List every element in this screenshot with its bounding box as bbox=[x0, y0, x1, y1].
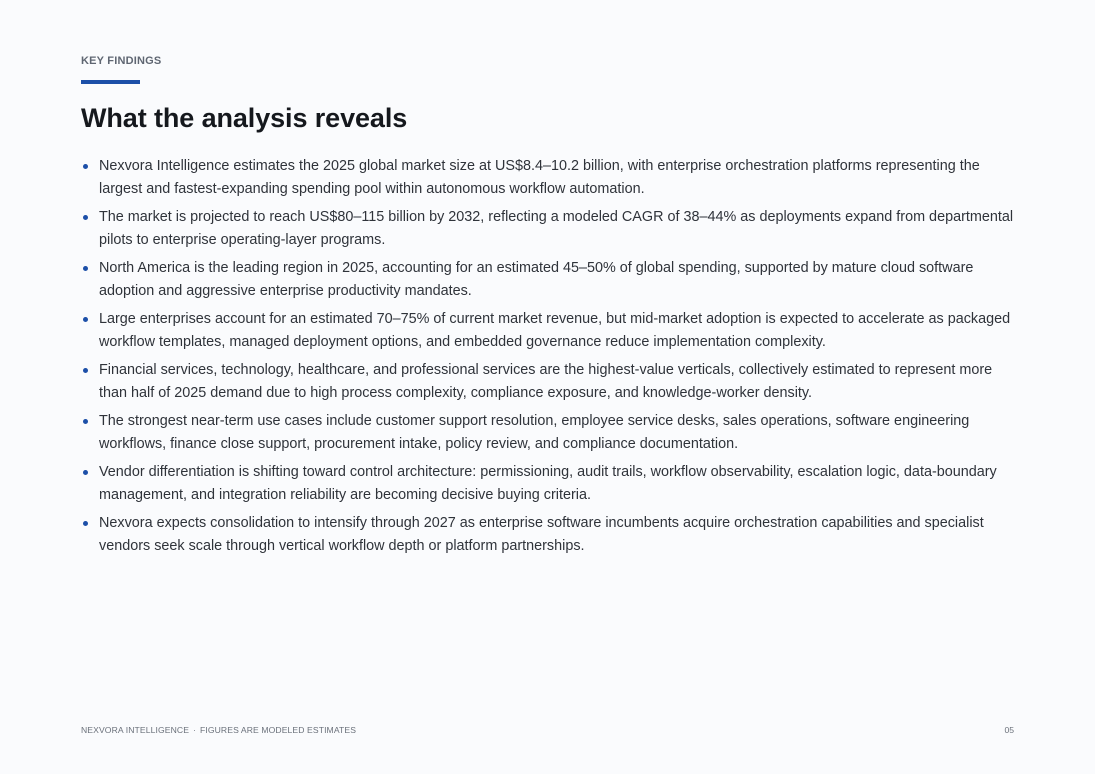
bullet-icon bbox=[83, 521, 88, 526]
finding-item bbox=[81, 410, 1016, 455]
finding-item bbox=[81, 359, 1016, 404]
bullet-icon bbox=[83, 215, 88, 220]
finding-text: The market is projected to reach US$80–115 billion by 2032, reflecting a modeled CAGR of 38–44% as deployments expand from departmental pilots to enterprise operating-layer programs. bbox=[99, 209, 1014, 248]
bullet-icon bbox=[83, 470, 88, 475]
finding-text: Nexvora expects consolidation to intensify through 2027 as enterprise software incumbents acquire orchestration capabilities and specialist vendors seek scale through vertical workflow depth or platform partnerships. bbox=[99, 515, 984, 554]
finding-item bbox=[81, 512, 1016, 557]
bullet-icon bbox=[83, 368, 88, 373]
finding-text: North America is the leading region in 2025, accounting for an estimated 45–50% of global spending, supported by mature cloud software adoption and aggressive enterprise productivity mandates. bbox=[99, 260, 974, 299]
finding-item bbox=[81, 461, 1016, 506]
accent-bar bbox=[81, 80, 140, 84]
finding-item bbox=[81, 308, 1016, 353]
footer-disclaimer: FIGURES ARE MODELED ESTIMATES bbox=[200, 725, 357, 735]
footer-note bbox=[81, 725, 356, 735]
finding-text: Nexvora Intelligence estimates the 2025 global market size at US$8.4–10.2 billion, with enterprise orchestration platforms representing the largest and fastest-expanding spending pool within autonomous workflow automation. bbox=[99, 158, 980, 197]
section-eyebrow: KEY FINDINGS bbox=[81, 55, 162, 67]
page-number: 05 bbox=[1004, 725, 1014, 735]
findings-list bbox=[81, 155, 1016, 563]
bullet-icon bbox=[83, 164, 88, 169]
footer-brand: NEXVORA INTELLIGENCE bbox=[81, 725, 190, 735]
finding-text: Vendor differentiation is shifting toward control architecture: permissioning, audit trails, workflow observability, escalation logic, data-boundary management, and integration reliability are becoming decisive buying criteria. bbox=[99, 464, 997, 503]
finding-text: The strongest near-term use cases include customer support resolution, employee service desks, sales operations, software engineering workflows, finance close support, procurement intake, policy review, and compliance documentation. bbox=[99, 413, 970, 452]
bullet-icon bbox=[83, 266, 88, 271]
finding-text: Financial services, technology, healthcare, and professional services are the highest-value verticals, collectively estimated to represent more than half of 2025 demand due to high process complexity, compliance exposure, and knowledge-worker density. bbox=[99, 362, 993, 401]
page-title: What the analysis reveals bbox=[81, 103, 408, 133]
bullet-icon bbox=[83, 419, 88, 424]
finding-text: Large enterprises account for an estimated 70–75% of current market revenue, but mid-market adoption is expected to accelerate as packaged workflow templates, managed deployment options, and embedded governance reduce implementation complexity. bbox=[99, 311, 1011, 350]
bullet-icon bbox=[83, 317, 88, 322]
finding-item bbox=[81, 155, 1016, 200]
footer-separator: · bbox=[193, 725, 196, 735]
finding-item bbox=[81, 206, 1016, 251]
finding-item bbox=[81, 257, 1016, 302]
